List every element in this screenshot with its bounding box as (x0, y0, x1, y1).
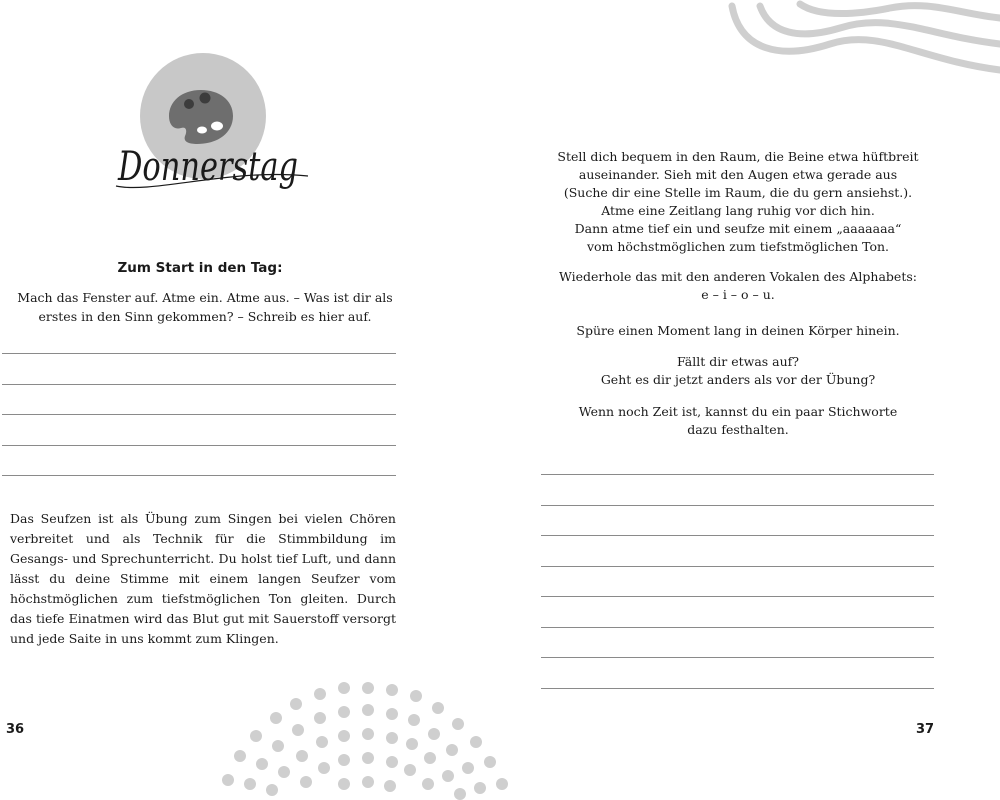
page-number-left: 36 (6, 722, 25, 737)
writing-line (541, 657, 934, 658)
writing-line (541, 505, 934, 506)
text-line: Fällt dir etwas auf? (676, 354, 799, 369)
writing-line (541, 474, 934, 475)
text-line: Geht es dir jetzt anders als vor der Übung? (600, 372, 876, 387)
day-title-text: Donnerstag (117, 144, 298, 190)
instruction-block-5 (542, 403, 934, 439)
prompt-line: erstes in den Sinn gekommen? – Schreib es hier auf. (38, 309, 372, 324)
instruction-block-4 (542, 353, 934, 389)
text-line: Wenn noch Zeit ist, kannst du ein paar Stichworte (578, 404, 898, 419)
text-line: Dann atme tief ein und seufze mit einem „aaaaaaa“ (574, 221, 902, 236)
text-line: e – i – o – u. (701, 287, 775, 302)
writing-line (541, 688, 934, 689)
writing-line (2, 384, 396, 385)
text-line: Spüre einen Moment lang in deinen Körper hinein. (576, 323, 900, 338)
writing-line (541, 596, 934, 597)
instruction-block-3 (542, 322, 934, 340)
prompt-line: Mach das Fenster auf. Atme ein. Atme aus. – Was ist dir als (17, 290, 393, 305)
instruction-block-2 (542, 268, 934, 304)
text-line: Stell dich bequem in den Raum, die Beine etwa hüftbreit (557, 149, 919, 164)
text-line: (Suche dir eine Stelle im Raum, die du gern ansiehst.). (563, 185, 913, 200)
text-line: Wiederhole das mit den anderen Vokalen des Alphabets: (559, 269, 917, 284)
day-title-script (112, 128, 312, 208)
text-line: dazu festhalten. (687, 422, 789, 437)
writing-line (541, 535, 934, 536)
seufzen-paragraph: Das Seufzen ist als Übung zum Singen bei vielen Chören verbreitet und als Technik für die Stimmbildung im Gesangs- und Sprechunterricht. Du holst tief Luft, und dann lässt du deine Stimme mit einem langen Seufzer vom höchstmöglichen zum tiefstmöglichen Ton gleiten. Durch das tiefe Einatmen wird das Blut gut mit Sauerstoff versorgt und jede Saite in uns kommt zum Klingen. (10, 511, 396, 646)
page-number-right: 37 (916, 722, 935, 737)
writing-line (541, 566, 934, 567)
writing-line (2, 445, 396, 446)
writing-line (2, 475, 396, 476)
text-line: Atme eine Zeitlang lang ruhig vor dich hin. (601, 203, 875, 218)
dots-decoration (220, 680, 520, 800)
waves-decoration (720, 0, 1000, 110)
text-line: vom höchstmöglichen zum tiefstmöglichen Ton. (586, 239, 890, 254)
start-prompt (10, 288, 400, 326)
writing-line (541, 627, 934, 628)
text-line: auseinander. Sieh mit den Augen etwa gerade aus (578, 167, 898, 182)
instruction-block-1 (542, 148, 934, 256)
writing-line (2, 353, 396, 354)
start-heading: Zum Start in den Tag: (117, 260, 283, 276)
writing-line (2, 414, 396, 415)
